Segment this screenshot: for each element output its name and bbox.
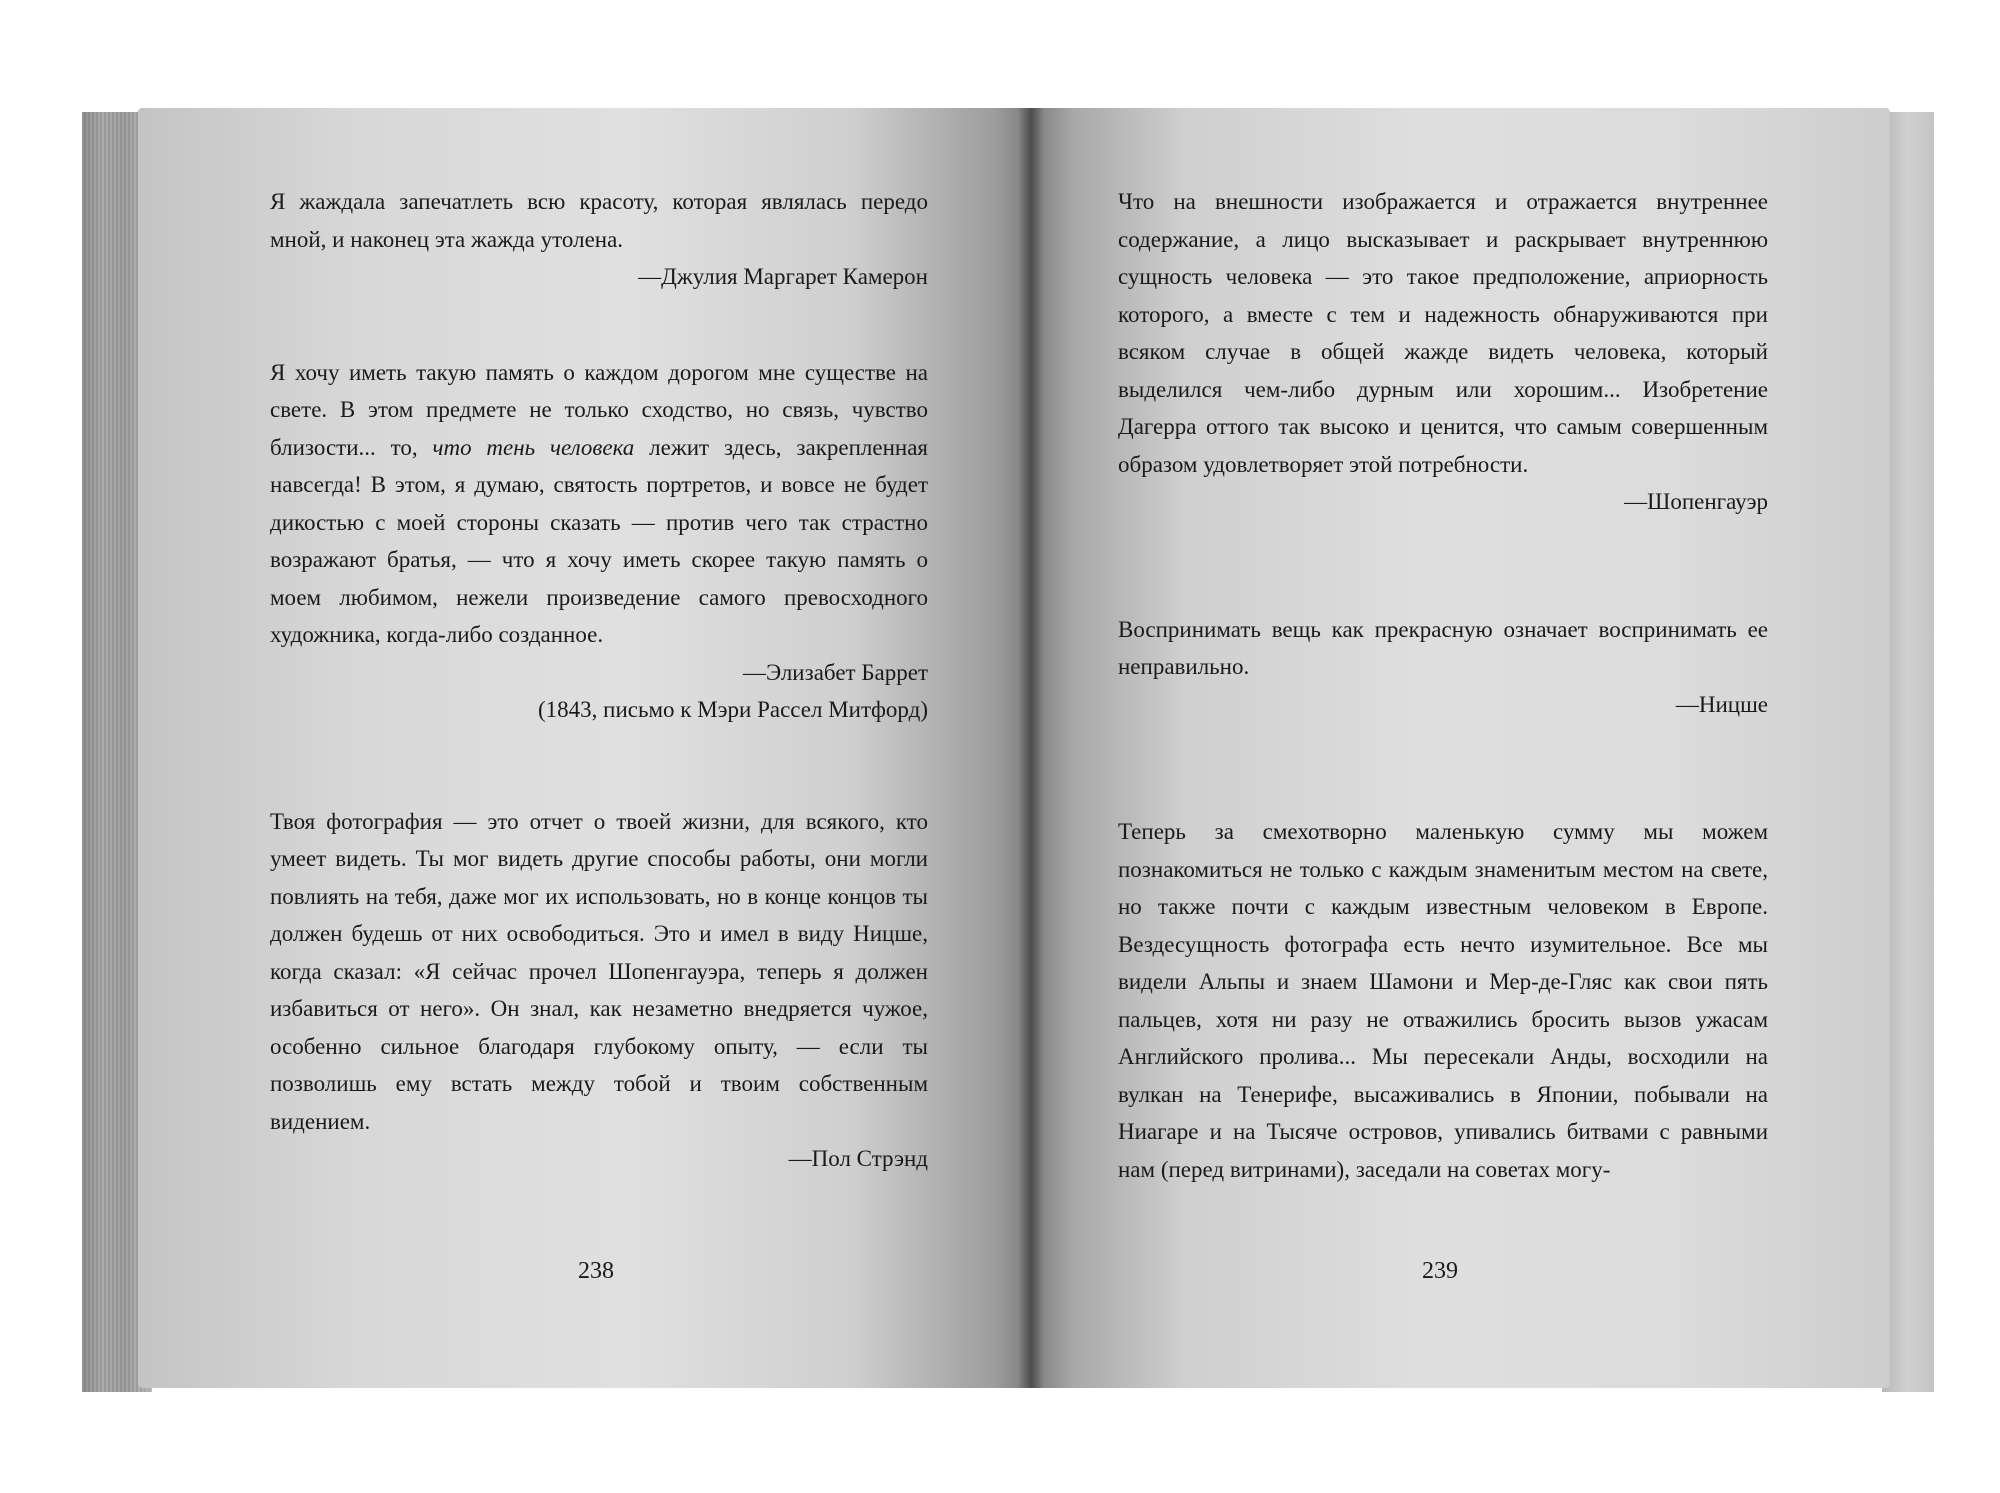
quote-attribution: —Пол Стрэнд [788,1146,928,1171]
quote-nietzsche [1118,611,1768,724]
quote-attribution: —Шопенгауэр [1624,489,1768,514]
quote-text: Теперь за смехотворно маленькую сумму мы можем познакомиться не только с каждым знаменитым местом на свете, но также почти с каждым известным человеком в Европе. Вездесущность фотографа есть нечто изумительное. Все мы видели Альпы и знаем Шамони и Мер-де-Гляс как свои пять пальцев, хотя ни разу не отважились бросить вызов ужасам Английского пролива... Мы пересекали Анды, восходили на вулкан на Тенерифе, высаживались в Японии, побывали на Ниагаре и на Тысяче островов, упивались битвами с равными нам (перед витринами), заседали на советах могу- [1118,819,1768,1182]
quote-attribution: —Джулия Маргарет Камерон [638,264,928,289]
page-number-right: 239 [1422,1258,1458,1284]
quote-text-part: лежит здесь, закрепленная навсегда! В этом, я думаю, святость портретов, и вовсе не будет дикостью с моей стороны сказать — против чего так страстно возражают братья, — что я хочу иметь скорее такую память о моем любимом, нежели произведение самого превосходного художника, когда-либо созданное. [270,434,928,647]
quote-text: Твоя фотография — это отчет о твоей жизни, для всякого, кто умеет видеть. Ты мог видеть другие способы работы, они могли повлиять на тебя, даже мог их использовать, но в конце концов ты должен будешь от них освободиться. Это и имел в виду Ницше, когда сказал: «Я сейчас прочел Шопенгауэра, теперь я должен избавиться от него». Он знал, как незаметно внедряется чужое, особенно сильное благодаря глубокому опыту, — если ты позволишь ему встать между тобой и твоим собственным видением. [270,808,928,1134]
book-gutter [1018,108,1044,1388]
quote-barrett [270,354,928,729]
quote-italic-phrase: что тень человека [432,434,635,460]
quote-text [270,354,928,654]
quote-text: Я жаждала запечатлеть всю красоту, которая являлась передо мной, и наконец эта жажда утолена. [270,189,928,252]
quote-text: Что на внешности изображается и отражается внутреннее содержание, а лицо высказывает и раскрывает внутреннюю сущность человека — это такое предположение, априорность которого, а вместе с тем и надежность обнаруживаются при всяком случае в общей жажде видеть человека, который выделился чем-либо дурным или хорошим... Изобретение Дагерра оттого так высоко и ценится, что самым совершенным образом удовлетворяет этой потребности. [1118,189,1768,477]
quote-attribution: —Ницше [1675,691,1768,717]
right-page-text [1118,183,1768,1188]
quote-photographer-ubiquity [1118,813,1768,1188]
quote-text-part: Я хочу иметь такую память о каждом дорогом мне существе на свете. В этом предмете не только сходство, но связь, чувство близости... то, [270,359,928,460]
quote-cameron [270,183,928,296]
quote-attribution: —Элизабет Баррет [742,659,928,685]
quote-attribution-note: (1843, письмо к Мэри Рассел Митфорд) [538,697,928,722]
quote-strand [270,803,928,1178]
left-page-text [270,183,928,1178]
page-number-left: 238 [578,1258,614,1284]
quote-schopenhauer [1118,183,1768,521]
quote-text: Воспринимать вещь как прекрасную означает воспринимать ее неправильно. [1118,616,1768,679]
